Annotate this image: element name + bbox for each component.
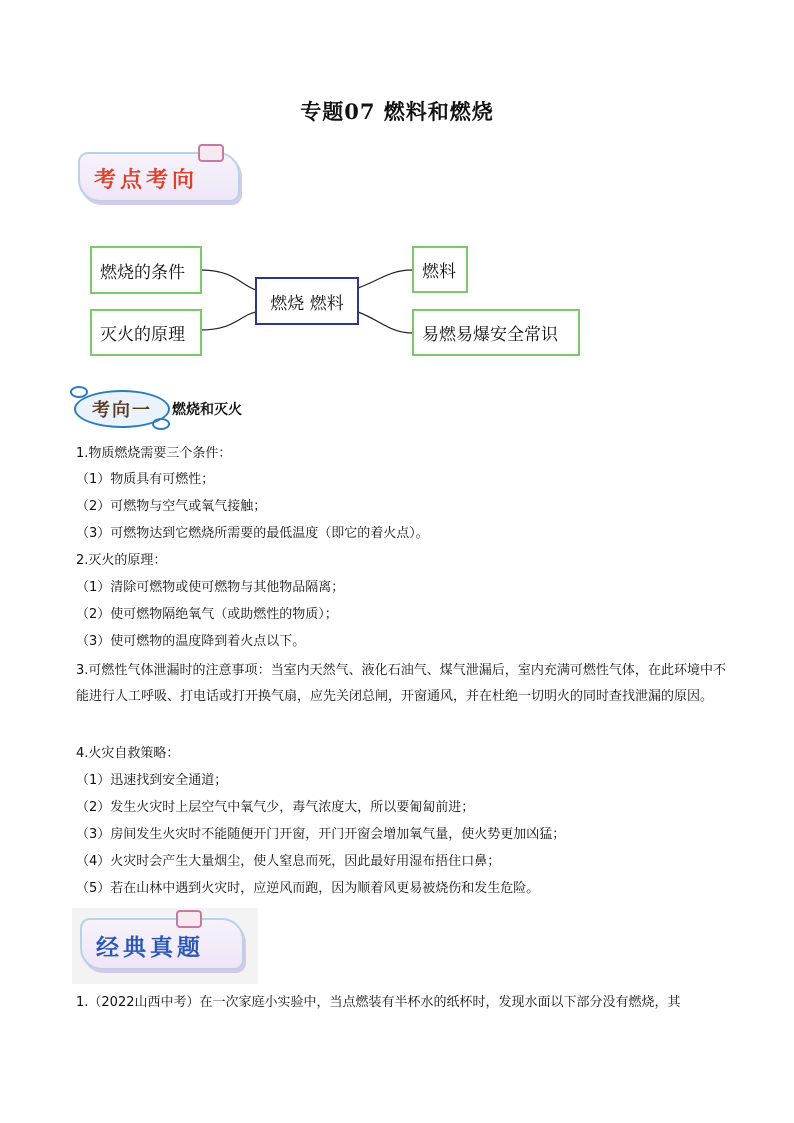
mindmap-node-label: 燃料 <box>422 262 456 282</box>
zhenti-banner-text: 经典真题 <box>96 934 204 961</box>
text-line: 2.灭火的原理： <box>76 553 167 568</box>
mindmap-node-label: 灭火的原理 <box>100 325 185 345</box>
mindmap-node-combustion-conditions <box>90 246 202 294</box>
text-line: 1.物质燃烧需要三个条件： <box>76 446 232 461</box>
section-title: 燃烧和灭火 <box>172 402 242 418</box>
paperclip-icon <box>176 910 202 928</box>
text-line: （5）若在山林中遇到火灾时，应逆风而跑，因为顺着风更易被烧伤和发生危险。 <box>76 881 540 896</box>
text-paragraph: 3.可燃性气体泄漏时的注意事项：当室内天然气、液化石油气、煤气泄漏后，室内充满可燃性气体，在此环境中不能进行人工呼吸、打电话或打开换气扇，应先关闭总闸，开窗通风，并在杜绝一切明火的同时查找泄漏的原因。 <box>76 663 726 704</box>
page-title: 专题07 燃料和燃烧 <box>300 99 494 124</box>
text-line: （2）可燃物与空气或氧气接触； <box>76 499 267 514</box>
text-line: 4.火灾自救策略： <box>76 746 180 761</box>
mindmap-node-extinguish-principle <box>90 309 202 356</box>
text-line: （1）清除可燃物或使可燃物与其他物品隔离； <box>76 580 345 595</box>
question-text: 1.（2022山西中考）在一次家庭小实验中，当点燃装有半杯水的纸杯时，发现水面以下部分没有燃烧，其 <box>76 995 681 1010</box>
text-line: （1）物质具有可燃性； <box>76 472 215 487</box>
swirl-icon <box>152 418 170 430</box>
link-left-top <box>200 270 256 290</box>
badge-text: 考向一 <box>92 400 152 421</box>
mindmap-node-label: 燃烧的条件 <box>100 262 185 283</box>
link-right-bottom <box>358 312 412 333</box>
zhenti-banner <box>80 918 244 970</box>
mindmap-node-center <box>255 277 359 325</box>
link-left-bottom <box>200 312 256 330</box>
swirl-icon <box>70 386 88 398</box>
text-line: （3）使可燃物的温度降到着火点以下。 <box>76 634 306 649</box>
mindmap-node-fuel <box>412 246 468 293</box>
mindmap-node-safety <box>412 309 580 356</box>
link-right-top <box>358 270 412 288</box>
text-line: （3）房间发生火灾时不能随便开门开窗，开门开窗会增加氧气量，使火势更加凶猛； <box>76 827 566 842</box>
mindmap-node-label: 燃烧 燃料 <box>270 293 344 314</box>
text-line: （2）发生火灾时上层空气中氧气少，毒气浓度大，所以要匍匐前进； <box>76 800 475 815</box>
text-line: （4）火灾时会产生大量烟尘，使人窒息而死，因此最好用湿布捂住口鼻； <box>76 854 501 869</box>
section-badge <box>70 384 172 430</box>
text-line: （1）迅速找到安全通道； <box>76 773 228 788</box>
mindmap-node-label: 易燃易爆安全常识 <box>422 325 558 345</box>
text-line: （3）可燃物达到它燃烧所需要的最低温度（即它的着火点）。 <box>76 526 429 541</box>
text-line: （2）使可燃物隔绝氧气（或助燃性的物质）； <box>76 607 338 622</box>
kaodian-banner-text: 考点考向 <box>94 167 199 193</box>
